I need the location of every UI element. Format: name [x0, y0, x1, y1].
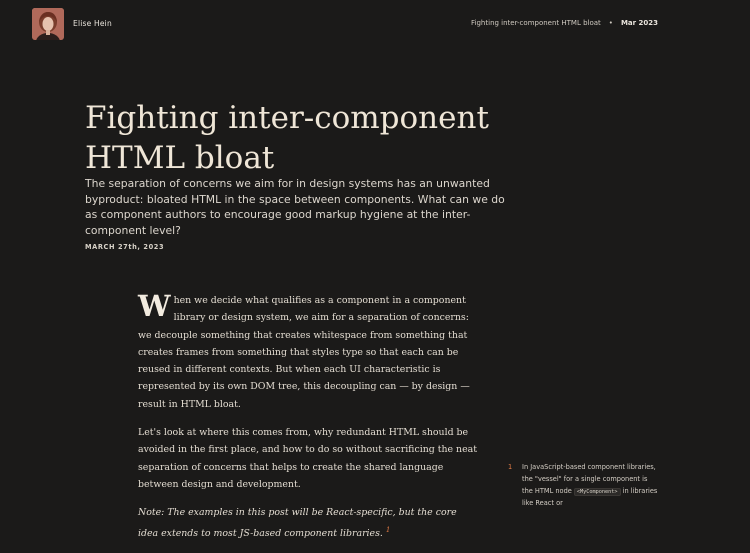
article-lede: The separation of concerns we aim for in design systems has an unwanted byproduct: bloated HTML in the space between components. What can we do as component authors to encourage good markup hygiene at the inter-component level?: [85, 177, 505, 237]
sidenote-number: 1: [508, 463, 513, 471]
page-title: Fighting inter-component HTML bloat: [85, 100, 489, 176]
paragraph-intro: [138, 289, 478, 413]
breadcrumb-separator: •: [608, 19, 613, 27]
sidenote-text: [508, 462, 658, 510]
sidenote-text-before: In JavaScript-based component libraries, the "vessel" for a single component is the HTML node: [522, 463, 656, 495]
note-text: Note: The examples in this post will be React-specific, but the core idea extends to most JS-based component libraries.: [138, 507, 457, 539]
breadcrumb-title[interactable]: Fighting inter-component HTML bloat: [471, 19, 601, 27]
drop-cap: W: [138, 289, 171, 323]
paragraph-intro-text: hen we decide what qualifies as a component in a component library or design system, we aim for a separation of concerns: we decouple something that creates whitespace from something that creates frames from something that styles type so that each can be reused in different contexts. But when each UI characteristic is represented by its own DOM tree, this decoupling can — by design — result in HTML bloat.: [138, 295, 470, 410]
breadcrumb-date: Mar 2023: [620, 19, 658, 27]
author-name-link[interactable]: Elise Hein: [73, 19, 112, 28]
paragraph-overview: Let's look at where this comes from, why redundant HTML should be avoided in the first place, and how to do so without sacrificing the neat separation of concerns that helps to create the shared language between design and development.: [138, 427, 477, 490]
avatar-portrait-icon: [32, 8, 64, 40]
site-header: [0, 0, 750, 50]
author-avatar[interactable]: [32, 8, 64, 40]
sidenote-code: <MyComponent>: [574, 488, 621, 496]
sidenote: [508, 462, 658, 510]
breadcrumb: [471, 19, 658, 27]
sidenote-text-after: in libraries like React or: [522, 486, 658, 508]
footnote-ref-link[interactable]: 1: [385, 525, 391, 534]
article-body: [138, 289, 478, 553]
publish-date: MARCH 27th, 2023: [85, 243, 165, 251]
paragraph-note: [138, 504, 478, 542]
